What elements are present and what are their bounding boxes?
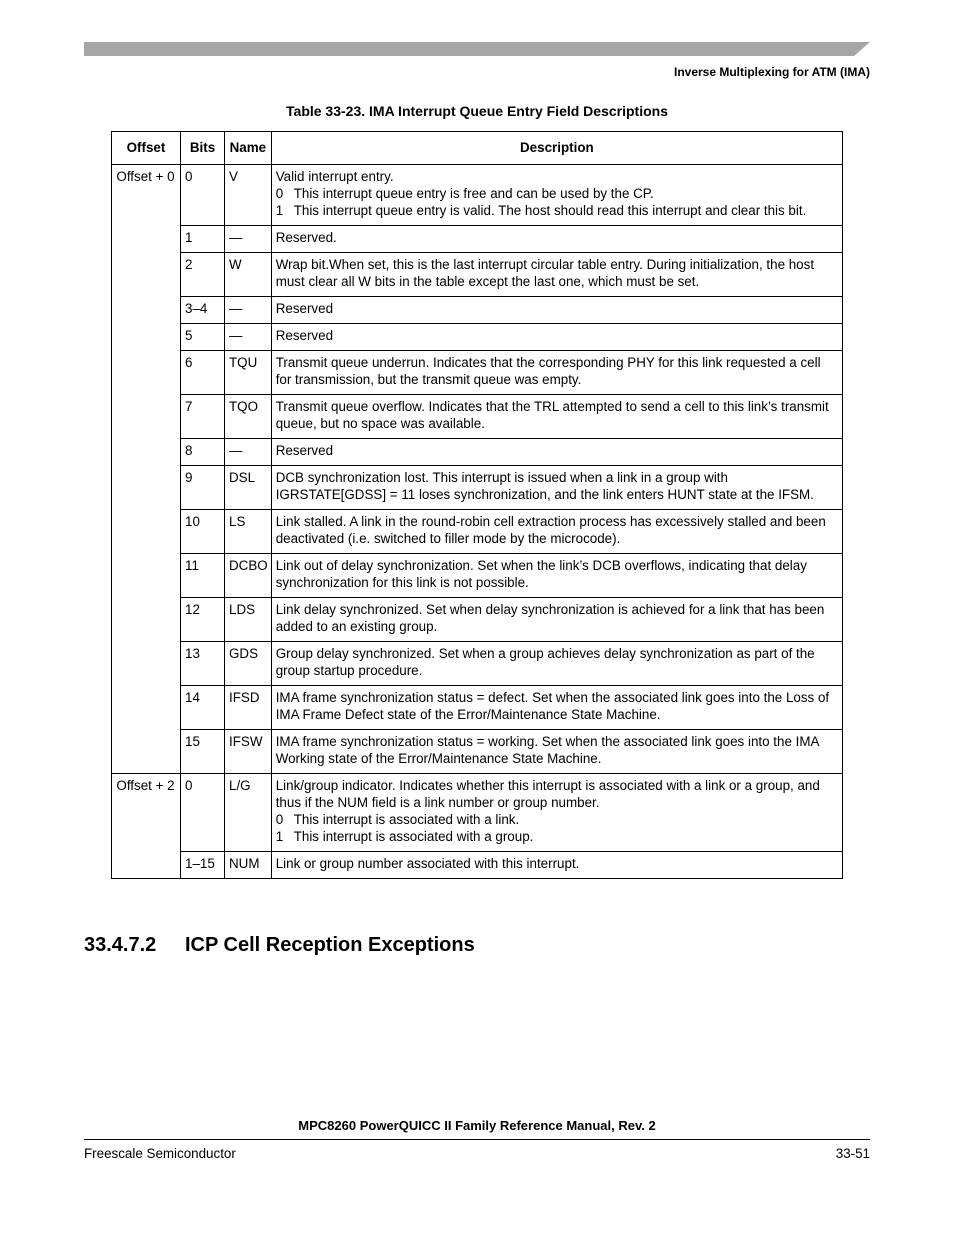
description-text: Transmit queue overflow. Indicates that the TRL attempted to send a cell to this link’s transmit queue, but no space was available. xyxy=(275,399,829,431)
table-row xyxy=(112,554,843,598)
table-row xyxy=(112,598,843,642)
column-header-name: Name xyxy=(225,132,272,165)
bits-cell: 10 xyxy=(181,510,225,554)
header-bar xyxy=(84,42,870,56)
table-row xyxy=(112,510,843,554)
name-cell: IFSW xyxy=(225,730,272,774)
description-text: Valid interrupt entry. xyxy=(275,169,394,184)
bits-cell: 14 xyxy=(181,686,225,730)
description-text: Link out of delay synchronization. Set when the link’s DCB overflows, indicating that delay synchronization for this link is not possible. xyxy=(275,558,807,590)
section-title: ICP Cell Reception Exceptions xyxy=(185,934,475,956)
bits-cell: 1 xyxy=(181,226,225,253)
name-cell: — xyxy=(225,226,272,253)
encoding-code: 1 xyxy=(275,203,284,218)
description-text: Reserved xyxy=(275,301,334,316)
description-text: Link/group indicator. Indicates whether this interrupt is associated with a link or a group, and thus if the NUM field is a link number or group number. xyxy=(275,778,820,810)
description-cell xyxy=(271,439,842,466)
encoding-code: 0 xyxy=(275,812,284,827)
table-row xyxy=(112,852,843,879)
description-cell xyxy=(271,598,842,642)
description-cell xyxy=(271,324,842,351)
description-text: Group delay synchronized. Set when a group achieves delay synchronization as part of the group startup procedure. xyxy=(275,646,815,678)
column-header-offset: Offset xyxy=(112,132,181,165)
description-cell xyxy=(271,686,842,730)
bits-cell: 0 xyxy=(181,774,225,852)
description-text: Link stalled. A link in the round-robin cell extraction process has excessively stalled and been deactivated (i.e. switched to filler mode by the microcode). xyxy=(275,514,826,546)
description-text: Link or group number associated with this interrupt. xyxy=(275,856,580,871)
description-text: IMA frame synchronization status = working. Set when the associated link goes into the IMA Working state of the Error/Maintenance State Machine. xyxy=(275,734,819,766)
name-cell: DSL xyxy=(225,466,272,510)
description-text: Reserved. xyxy=(275,230,337,245)
field-descriptions-table xyxy=(111,131,843,879)
name-cell: — xyxy=(225,324,272,351)
table-row xyxy=(112,642,843,686)
name-cell: L/G xyxy=(225,774,272,852)
description-text: Transmit queue underrun. Indicates that the corresponding PHY for this link requested a cell for transmission, but the transmit queue was empty. xyxy=(275,355,821,387)
table-body xyxy=(112,165,843,879)
encoding-text: This interrupt queue entry is valid. The host should read this interrupt and clear this bit. xyxy=(293,203,807,218)
table-row xyxy=(112,253,843,297)
description-cell xyxy=(271,226,842,253)
footer-company: Freescale Semiconductor xyxy=(84,1146,236,1161)
encoding-code: 0 xyxy=(275,186,284,201)
bits-cell: 7 xyxy=(181,395,225,439)
table-row xyxy=(112,226,843,253)
table-row xyxy=(112,324,843,351)
description-text: Reserved xyxy=(275,328,334,343)
name-cell: NUM xyxy=(225,852,272,879)
table-row xyxy=(112,351,843,395)
table-header-row xyxy=(112,132,843,165)
section-heading xyxy=(84,934,475,957)
name-cell: LS xyxy=(225,510,272,554)
description-text: IMA frame synchronization status = defect. Set when the associated link goes into the Loss of IMA Frame Defect state of the Error/Maintenance State Machine. xyxy=(275,690,830,722)
name-cell: DCBO xyxy=(225,554,272,598)
column-header-description: Description xyxy=(271,132,842,165)
description-cell xyxy=(271,774,842,852)
table-row xyxy=(112,395,843,439)
bits-cell: 12 xyxy=(181,598,225,642)
description-cell xyxy=(271,466,842,510)
description-text: DCB synchronization lost. This interrupt is issued when a link in a group with IGRSTATE[GDSS] = 11 loses synchronization, and the link enters HUNT state at the IFSM. xyxy=(275,470,814,502)
running-header: Inverse Multiplexing for ATM (IMA) xyxy=(673,65,870,79)
bits-cell: 13 xyxy=(181,642,225,686)
name-cell: — xyxy=(225,297,272,324)
encoding-text: This interrupt is associated with a group. xyxy=(293,829,534,844)
table-row xyxy=(112,297,843,324)
description-text: Wrap bit.When set, this is the last interrupt circular table entry. During initialization, the host must clear all W bits in the table except the last one, which must be set. xyxy=(275,257,815,289)
bits-cell: 8 xyxy=(181,439,225,466)
table-row xyxy=(112,730,843,774)
description-cell xyxy=(271,253,842,297)
description-cell xyxy=(271,351,842,395)
footer-manual-title: MPC8260 PowerQUICC II Family Reference Manual, Rev. 2 xyxy=(298,1118,656,1133)
description-cell xyxy=(271,554,842,598)
description-cell xyxy=(271,165,842,226)
description-cell xyxy=(271,510,842,554)
bits-cell: 11 xyxy=(181,554,225,598)
description-text: Reserved xyxy=(275,443,334,458)
table-row xyxy=(112,165,843,226)
footer-rule xyxy=(84,1139,870,1140)
table-row xyxy=(112,466,843,510)
bits-cell: 6 xyxy=(181,351,225,395)
encoding-code: 1 xyxy=(275,829,284,844)
description-cell xyxy=(271,852,842,879)
name-cell: LDS xyxy=(225,598,272,642)
encoding-text: This interrupt queue entry is free and can be used by the CP. xyxy=(293,186,654,201)
bits-cell: 2 xyxy=(181,253,225,297)
encoding-line xyxy=(276,828,839,845)
bits-cell: 5 xyxy=(181,324,225,351)
name-cell: IFSD xyxy=(225,686,272,730)
table-row xyxy=(112,686,843,730)
description-cell xyxy=(271,642,842,686)
description-text: Link delay synchronized. Set when delay synchronization is achieved for a link that has been added to an existing group. xyxy=(275,602,825,634)
name-cell: TQU xyxy=(225,351,272,395)
offset-cell: Offset + 0 xyxy=(112,165,181,774)
description-cell xyxy=(271,395,842,439)
section-number: 33.4.7.2 xyxy=(84,934,157,956)
bits-cell: 15 xyxy=(181,730,225,774)
name-cell: V xyxy=(225,165,272,226)
encoding-line xyxy=(276,185,839,202)
footer-page-number: 33-51 xyxy=(835,1146,870,1161)
description-cell xyxy=(271,730,842,774)
name-cell: TQO xyxy=(225,395,272,439)
bits-cell: 1–15 xyxy=(181,852,225,879)
encoding-line xyxy=(276,811,839,828)
encoding-line xyxy=(276,202,839,219)
description-cell xyxy=(271,297,842,324)
name-cell: W xyxy=(225,253,272,297)
bits-cell: 9 xyxy=(181,466,225,510)
encoding-text: This interrupt is associated with a link. xyxy=(293,812,520,827)
column-header-bits: Bits xyxy=(181,132,225,165)
name-cell: — xyxy=(225,439,272,466)
offset-cell: Offset + 2 xyxy=(112,774,181,879)
table-row xyxy=(112,774,843,852)
bits-cell: 0 xyxy=(181,165,225,226)
table-row xyxy=(112,439,843,466)
name-cell: GDS xyxy=(225,642,272,686)
table-title: Table 33-23. IMA Interrupt Queue Entry Field Descriptions xyxy=(286,103,668,119)
bits-cell: 3–4 xyxy=(181,297,225,324)
